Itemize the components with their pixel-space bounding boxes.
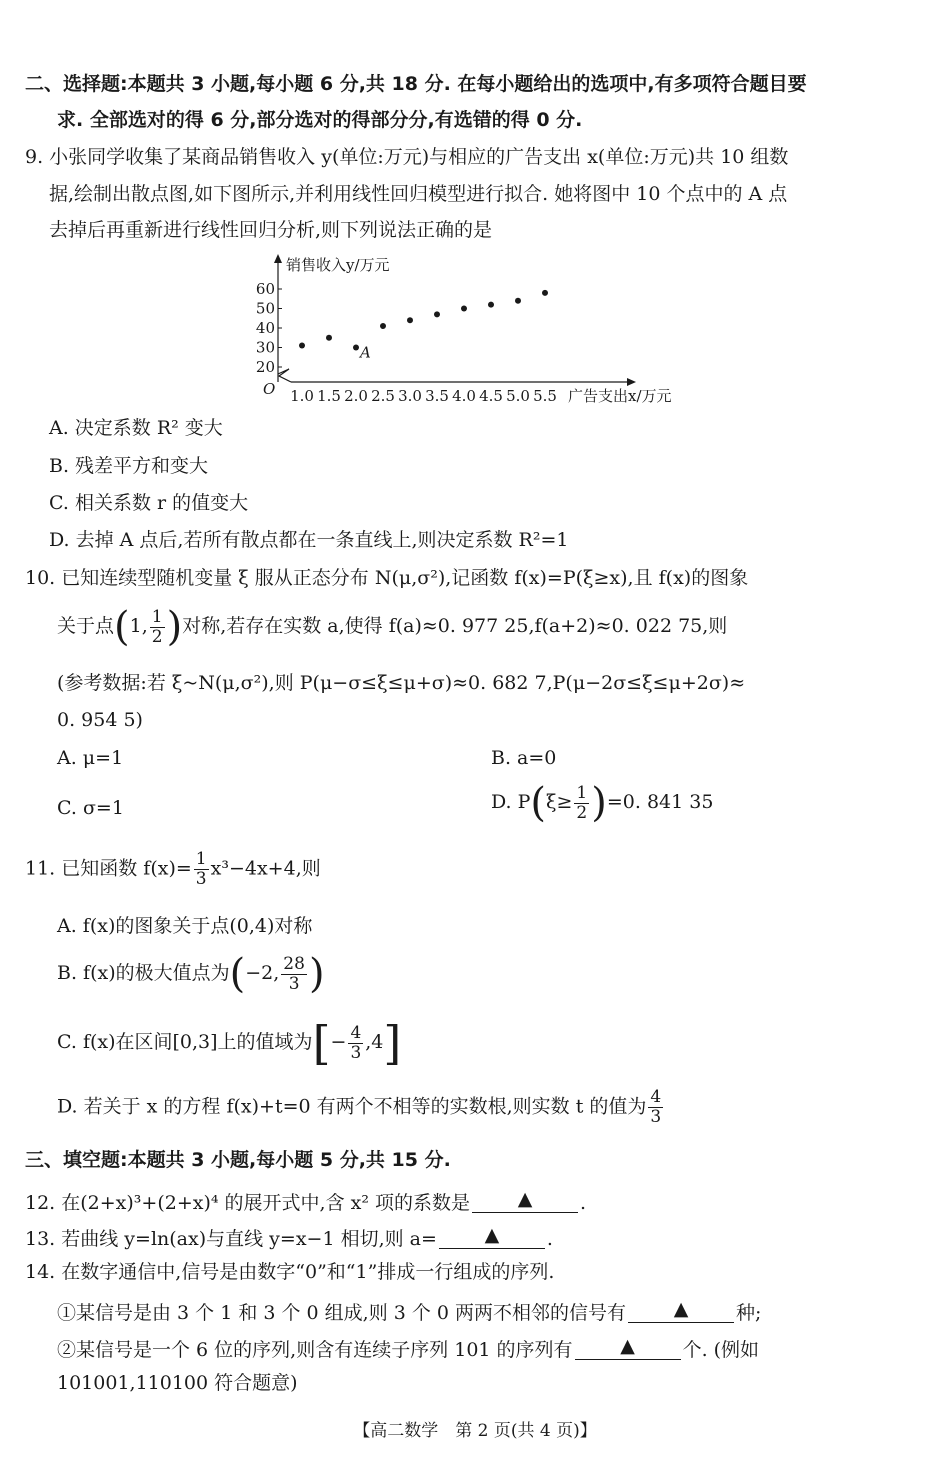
data-point: [515, 298, 521, 304]
x-tick-label: 4.0: [452, 387, 476, 405]
q14-stem: 14. 在数字通信中,信号是由数字“0”和“1”排成一行组成的序列.: [25, 1261, 555, 1283]
q11-optd-fraction: [648, 1088, 663, 1127]
frac-numerator: 4: [350, 1022, 362, 1043]
x-tick-label: 1.0: [290, 387, 314, 405]
q10-option-a: A. μ=1: [57, 747, 124, 769]
q10-text-a: 关于点: [57, 615, 115, 637]
data-points: [299, 290, 548, 351]
y-tick-label: 60: [255, 280, 275, 298]
q11-optc-b: −: [330, 1031, 347, 1053]
x-tick-label: 1.5: [317, 387, 341, 405]
y-tick-label: 20: [255, 358, 275, 376]
q10-optd-c: =0. 841 35: [606, 791, 714, 813]
page-footer: 【高二数学 第 2 页(共 4 页)】: [353, 1421, 597, 1441]
q10-optd-fraction: [574, 784, 589, 823]
frac-denominator: 2: [151, 626, 163, 647]
frac-denominator: 3: [195, 869, 207, 889]
data-point: [542, 290, 548, 296]
q10-option-b: B. a=0: [491, 747, 557, 769]
scatter-chart: [255, 250, 695, 410]
q11-option-b: B. f(x)的极大值点为(−2, $\frac{28}{3}$ ): [57, 951, 325, 997]
data-point: [407, 317, 413, 323]
q10-option-d: D. P(ξ≥ $\frac{1}{2}$ )=0. 841 35: [491, 780, 714, 826]
q13-text: 13. 若曲线 y=ln(ax)与直线 y=x−1 相切,则 a=: [25, 1228, 437, 1250]
answer-blank[interactable]: ▲: [628, 1300, 734, 1323]
x-axis-arrow: [627, 378, 636, 386]
frac-denominator: 3: [650, 1107, 662, 1127]
q10-fraction: [150, 608, 165, 647]
y-tick-label: 50: [255, 299, 275, 318]
q10-stem-line1: 10. 已知连续型随机变量 ξ 服从正态分布 N(μ,σ²),记函数 f(x)=P(ξ≥x),且 f(x)的图象: [25, 567, 749, 589]
axis-break-mark: [278, 369, 291, 382]
data-point: [461, 306, 467, 312]
y-tick-label: 30: [255, 338, 275, 357]
origin-label: O: [263, 380, 276, 398]
x-tick-label: 3.0: [398, 387, 422, 405]
y-tick-label: 40: [255, 319, 275, 337]
section2-title-line1: 二、选择题:本题共 3 小题,每小题 6 分,共 18 分. 在每小题给出的选项中,有多项符合题目要: [25, 73, 807, 95]
q11-option-d: [57, 1088, 665, 1127]
frac-numerator: 4: [650, 1087, 662, 1107]
q12-text: 12. 在(2+x)³+(2+x)⁴ 的展开式中,含 x² 项的系数是: [25, 1192, 470, 1214]
data-point: [380, 323, 386, 329]
frac-numerator: 1: [151, 606, 163, 627]
q9-option-a: A. 决定系数 R² 变大: [49, 417, 223, 439]
q14-part2-text: ②某信号是一个 6 位的序列,则含有连续子序列 101 的序列有: [57, 1339, 573, 1361]
frac-numerator: 1: [195, 849, 207, 869]
y-axis-label: 销售收入y/万元: [286, 256, 390, 274]
y-axis-arrow: [274, 254, 282, 263]
q10-reference-line1: (参考数据:若 ξ~N(μ,σ²),则 P(μ−σ≤ξ≤μ+σ)≈0. 682 7,P(μ−2σ≤ξ≤μ+2σ)≈: [57, 672, 746, 694]
q11-text-a: 11. 已知函数 f(x)=: [25, 857, 192, 880]
frac-numerator: 1: [576, 782, 588, 803]
q10-point: 1,: [129, 615, 148, 637]
q11-optc-c: ,4: [365, 1031, 384, 1053]
x-ticks: [290, 387, 557, 405]
q11-text-b: x³−4x+4,则: [210, 857, 321, 880]
q11-optb-fraction: [281, 955, 307, 994]
q9-option-d: D. 去掉 A 点后,若所有散点都在一条直线上,则决定系数 R²=1: [49, 529, 569, 551]
q11-option-a: A. f(x)的图象关于点(0,4)对称: [57, 915, 313, 937]
q10-reference-line2: 0. 954 5): [57, 709, 143, 731]
q10-text-c: 对称,若存在实数 a,使得 f(a)≈0. 977 25,f(a+2)≈0. 022 75,则: [182, 615, 728, 637]
x-tick-label: 5.5: [533, 387, 557, 405]
x-tick-label: 3.5: [425, 387, 449, 405]
data-point-a: [353, 345, 359, 351]
q11-optd-a: D. 若关于 x 的方程 f(x)+t=0 有两个不相等的实数根,则实数 t 的值为: [57, 1095, 647, 1118]
frac-numerator: 28: [283, 953, 305, 974]
point-a-label: A: [360, 343, 371, 362]
q11-optc-a: C. f(x)在区间[0,3]上的值域为: [57, 1031, 313, 1053]
q14-part1-text: ①某信号是由 3 个 1 和 3 个 0 组成,则 3 个 0 两两不相邻的信号有: [57, 1302, 627, 1324]
q10-stem-line2: 关于点(1, $\frac{1}{2}$ )对称,若存在实数 a,使得 f(a)≈0. 977 25,f(a+2)≈0. 022 75,则: [57, 604, 728, 650]
q12: 12. 在(2+x)³+(2+x)⁴ 的展开式中,含 x² 项的系数是 ▲ .: [25, 1188, 587, 1214]
q9-stem-line3: 去掉后再重新进行线性回归分析,则下列说法正确的是: [49, 219, 493, 241]
frac-denominator: 2: [576, 802, 588, 823]
q14-part1: ①某信号是由 3 个 1 和 3 个 0 组成,则 3 个 0 两两不相邻的信号有 ▲ 种;: [57, 1298, 762, 1324]
q9-option-c: C. 相关系数 r 的值变大: [49, 492, 249, 514]
q9-option-b: B. 残差平方和变大: [49, 455, 209, 477]
data-point: [488, 302, 494, 308]
x-tick-label: 2.0: [344, 387, 368, 405]
x-axis-label: 广告支出x/万元: [568, 387, 672, 405]
q10-optd-b: ξ≥: [546, 791, 573, 813]
q14-example: 101001,110100 符合题意): [57, 1372, 298, 1394]
section3-title: 三、填空题:本题共 3 小题,每小题 5 分,共 15 分.: [25, 1149, 451, 1171]
q11-optb-a: B. f(x)的极大值点为: [57, 962, 230, 984]
q11-fraction: [194, 850, 209, 889]
data-point: [326, 335, 332, 341]
q11-stem: [25, 850, 321, 889]
q10-optd-a: D. P: [491, 791, 531, 813]
q13: 13. 若曲线 y=ln(ax)与直线 y=x−1 相切,则 a= ▲ .: [25, 1224, 553, 1250]
q10-option-c: C. σ=1: [57, 797, 124, 819]
data-point: [299, 343, 305, 349]
frac-denominator: 3: [288, 973, 300, 994]
section2-title-line2: 求. 全部选对的得 6 分,部分选对的得部分分,有选错的得 0 分.: [57, 109, 583, 131]
frac-denominator: 3: [350, 1042, 362, 1063]
x-tick-label: 4.5: [479, 387, 503, 405]
q9-stem-line2: 据,绘制出散点图,如下图所示,并利用线性回归模型进行拟合. 她将图中 10 个点中的 A 点: [49, 183, 788, 205]
x-tick-label: 5.0: [506, 387, 530, 405]
data-point: [434, 311, 440, 317]
x-tick-label: 2.5: [371, 387, 395, 405]
q11-optb-b: −2,: [245, 962, 280, 984]
q14-part2: ②某信号是一个 6 位的序列,则含有连续子序列 101 的序列有 ▲ 个. (例如: [57, 1335, 760, 1361]
answer-blank[interactable]: ▲: [472, 1190, 578, 1213]
q9-stem-line1: 9. 小张同学收集了某商品销售收入 y(单位:万元)与相应的广告支出 x(单位:万元)共 10 组数: [25, 146, 789, 168]
q11-optc-fraction: [348, 1024, 363, 1063]
answer-blank[interactable]: ▲: [439, 1226, 545, 1249]
q11-option-c: C. f(x)在区间[0,3]上的值域为[− $\frac{4}{3}$ ,4]: [57, 1016, 402, 1070]
answer-blank[interactable]: ▲: [575, 1337, 681, 1360]
